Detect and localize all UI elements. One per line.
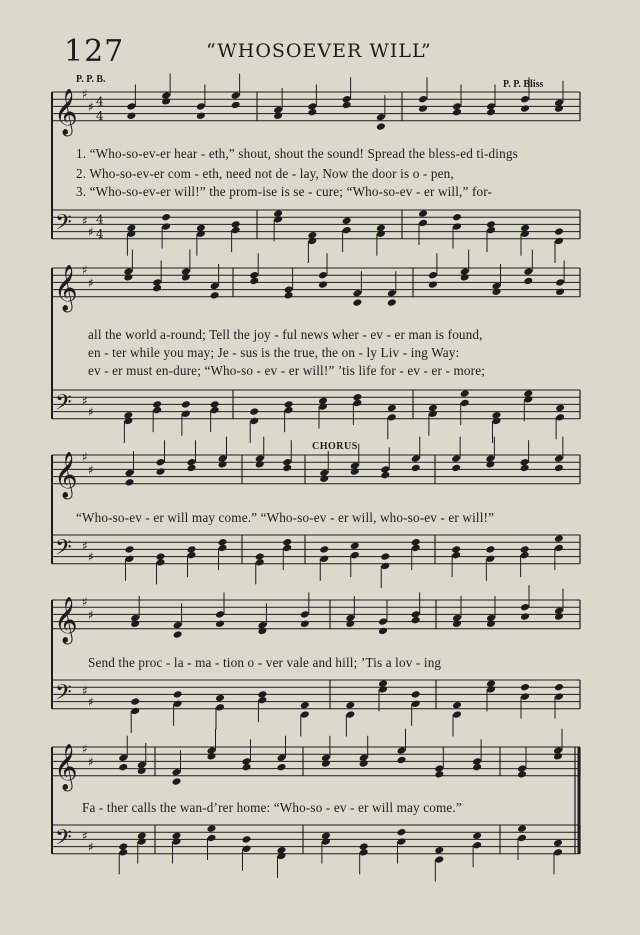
system-5-bass-notehead (242, 845, 252, 854)
system-4-bass-notehead (257, 696, 267, 705)
system-1-treble-notehead (376, 122, 386, 131)
system-4-bass-notehead (215, 694, 225, 703)
system-1-treble-staff-time-sig: 4 (96, 108, 104, 123)
chorus-line-2: Send the proc - la - ma - tion o - ver vale and hill; ’Tis a lov - ing (88, 655, 442, 670)
system-3-bass-notehead (156, 558, 166, 567)
verse-1-line-1: 1. “Who-so-ev-er hear - eth,” shout, shout the sound! Spread the bless-ed ti-dings (76, 146, 518, 161)
system-1-bass-notehead (452, 213, 462, 222)
system-4-treble-notehead (378, 627, 388, 636)
system-1-treble-staff-time-sig: 4 (96, 94, 104, 109)
system-4-treble-notehead (520, 612, 530, 621)
system-2-treble-notehead (352, 289, 362, 298)
system-3-treble-notehead (282, 464, 292, 473)
system-3-bass-notehead (520, 551, 530, 560)
system-3-bass-notehead (350, 542, 360, 551)
system-4-treble-notehead (378, 617, 388, 626)
system-5-bass-staff-bass-clef-icon: 𝄢 (55, 825, 72, 856)
system-2-treble-staff-sharp-icon: ♯ (88, 275, 94, 290)
system-5-treble-notehead (207, 752, 217, 761)
system-4-treble-notehead (345, 620, 355, 629)
system-4-bass-notehead (130, 697, 140, 706)
system-5-bass-notehead (553, 848, 563, 857)
system-4-bass-notehead (411, 700, 421, 709)
system-5-bass-notehead (118, 848, 128, 857)
composer-credit: P. P. Bliss (503, 79, 544, 90)
system-4-treble-notehead (486, 620, 496, 629)
system-1-bass-notehead (554, 237, 564, 246)
system-5-bass-notehead (242, 835, 252, 844)
system-2-treble-notehead (210, 282, 220, 291)
system-4-treble-notehead (411, 616, 421, 625)
system-2-treble-notehead (318, 280, 328, 289)
system-3-bass-notehead (411, 544, 421, 553)
system-4-treble-notehead (452, 620, 462, 629)
system-1-treble-notehead (554, 104, 564, 113)
system-1-treble-notehead (273, 112, 283, 121)
system-5-bass-notehead (207, 824, 217, 833)
system-1-bass-staff-sharp-icon: ♯ (88, 225, 94, 239)
system-1-treble-notehead (342, 101, 352, 110)
system-2-treble-notehead (492, 288, 502, 297)
system-4-treble-notehead (173, 630, 183, 639)
system-4-bass-notehead (173, 690, 183, 699)
system-5-bass-notehead (472, 832, 482, 841)
system-1-bass-staff-time-sig: 4 (96, 226, 104, 241)
system-3-bass-notehead (554, 534, 564, 543)
system-4-bass-notehead (173, 700, 183, 709)
system-1-bass-staff-bass-clef-icon: 𝄢 (55, 210, 72, 241)
system-2-treble-notehead (428, 280, 438, 289)
system-1-treble-notehead (126, 102, 136, 111)
system-2-bass-notehead (460, 389, 470, 398)
system-1-bass-notehead (273, 215, 283, 224)
system-5-treble-notehead (242, 763, 252, 772)
system-1-treble-notehead (520, 95, 530, 104)
system-3-bass-notehead (319, 545, 329, 554)
lyricist-credit: P. P. B. (76, 74, 106, 85)
system-4-bass-notehead (215, 703, 225, 712)
system-2-treble-notehead (249, 277, 259, 286)
system-3-bass-notehead (282, 544, 292, 553)
system-1-bass-notehead (520, 230, 530, 239)
system-3-treble-notehead (156, 458, 166, 467)
system-4-treble-notehead (215, 610, 225, 619)
system-1-bass-notehead (376, 230, 386, 239)
system-4-bass-notehead (300, 701, 310, 710)
system-3-treble-notehead (411, 464, 421, 473)
system-2-bass-notehead (460, 399, 470, 408)
system-2-bass-notehead (492, 417, 502, 426)
verse-1-line-2: all the world a-round; Tell the joy - ful news wher - ev - er man is found, (88, 327, 483, 342)
system-2-bass-notehead (152, 406, 162, 415)
system-2-bass-notehead (284, 406, 294, 415)
system-3-treble-notehead (451, 454, 461, 463)
system-2-bass-notehead (428, 410, 438, 419)
system-3-bass-notehead (451, 551, 461, 560)
system-2-bass-staff-sharp-icon: ♯ (82, 394, 88, 409)
system-4-treble-staff-sharp-icon: ♯ (82, 595, 88, 609)
system-5-treble-notehead (118, 754, 128, 763)
system-2-treble-notehead (555, 288, 565, 297)
system-3-bass-notehead (380, 562, 390, 571)
system-1-treble-notehead (376, 113, 386, 122)
system-4-bass-staff-sharp-icon: ♯ (82, 684, 88, 699)
system-2-bass-notehead (123, 417, 133, 426)
system-5-treble-notehead (472, 763, 482, 772)
system-4-treble-notehead (554, 612, 564, 621)
system-3-bass-staff-bass-clef-icon: 𝄢 (55, 535, 72, 566)
system-4-bass-notehead (520, 692, 530, 701)
system-3-treble-notehead (156, 467, 166, 476)
system-2-bass-notehead (555, 404, 565, 413)
system-3-bass-notehead (485, 555, 495, 564)
hymn-title: “WHOSOEVER WILL” (206, 40, 432, 62)
system-4-treble-staff-sharp-icon: ♯ (88, 607, 94, 622)
system-4-treble-notehead (300, 610, 310, 619)
system-2-treble-notehead (123, 273, 133, 282)
system-1-bass-notehead (126, 230, 136, 239)
system-4-bass-notehead (554, 683, 564, 692)
system-3-bass-notehead (554, 544, 564, 553)
system-2-treble-notehead (428, 271, 438, 280)
system-3-treble-notehead (255, 460, 265, 469)
system-3-treble-notehead (554, 464, 564, 473)
system-2-bass-staff-bass-clef-icon: 𝄢 (55, 390, 72, 421)
system-4-bass-notehead (378, 685, 388, 694)
verse-3-line-2: ev - er must en-dure; “Who-so - ev - er will!” ’tis life for - ev - er - more; (88, 363, 486, 378)
system-2-treble-notehead (318, 271, 328, 280)
system-4-treble-notehead (300, 620, 310, 629)
system-5-bass-notehead (434, 855, 444, 864)
system-4-bass-notehead (452, 701, 462, 710)
system-3-treble-notehead (125, 469, 135, 478)
system-5-bass-notehead (517, 824, 527, 833)
system-3-treble-notehead (218, 460, 228, 469)
system-3-bass-notehead (319, 555, 329, 564)
system-3-bass-notehead (255, 558, 265, 567)
system-1-bass-notehead (161, 213, 171, 222)
system-3-treble-notehead (520, 464, 530, 473)
system-5-bass-notehead (397, 837, 407, 846)
system-5-treble-staff-sharp-icon: ♯ (82, 742, 88, 756)
system-2-treble-notehead (352, 298, 362, 307)
system-1-treble-staff-sharp-icon: ♯ (82, 87, 88, 101)
system-2-treble-notehead (387, 289, 397, 298)
system-1-treble-notehead (161, 97, 171, 106)
system-1-treble-notehead (231, 91, 241, 100)
system-3-treble-notehead (187, 464, 197, 473)
system-4-bass-notehead (520, 683, 530, 692)
system-1-treble-notehead (307, 108, 317, 117)
system-3-treble-staff-treble-clef-icon: 𝄞 (54, 451, 78, 498)
system-5-bass-notehead (472, 841, 482, 850)
system-2-bass-notehead (181, 400, 191, 409)
system-4-treble-notehead (173, 621, 183, 630)
system-5-treble-staff-treble-clef-icon: 𝄞 (54, 743, 78, 790)
system-1-bass-notehead (452, 222, 462, 231)
system-4-bass-notehead (345, 710, 355, 719)
system-1-bass-notehead (196, 230, 206, 239)
system-3-treble-notehead (380, 471, 390, 480)
system-3-treble-notehead (451, 464, 461, 473)
system-5-treble-notehead (553, 752, 563, 761)
system-5-bass-notehead (397, 828, 407, 837)
system-1-treble-notehead (196, 112, 206, 121)
system-1-bass-notehead (342, 226, 352, 235)
chorus-line-3: Fa - ther calls the wan-d’rer home: “Who-so - ev - er will may come.” (82, 800, 462, 815)
system-2-bass-notehead (249, 417, 259, 426)
system-5-treble-notehead (321, 759, 331, 768)
system-2-bass-notehead (523, 395, 533, 404)
system-2-treble-notehead (210, 291, 220, 300)
system-2-treble-notehead (152, 284, 162, 293)
system-5-treble-notehead (434, 770, 444, 779)
system-3-bass-notehead (380, 552, 390, 561)
system-1-bass-notehead (486, 226, 496, 235)
system-1-treble-staff-treble-clef-icon: 𝄞 (54, 88, 78, 135)
system-3-treble-staff-sharp-icon: ♯ (88, 462, 94, 477)
system-4-bass-notehead (300, 710, 310, 719)
system-2-bass-notehead (181, 410, 191, 419)
system-1-treble-notehead (520, 104, 530, 113)
system-3-treble-notehead (350, 467, 360, 476)
system-2-treble-notehead (460, 273, 470, 282)
system-5-treble-staff-sharp-icon: ♯ (88, 754, 94, 769)
chorus-line-1: “Who-so-ev - er will may come.” “Who-so-ev - er will, who-so-ev - er will!” (76, 510, 495, 525)
system-2-bass-notehead (352, 399, 362, 408)
system-5-bass-staff-sharp-icon: ♯ (88, 840, 94, 854)
system-2-treble-notehead (181, 273, 191, 282)
system-1-bass-notehead (342, 217, 352, 226)
system-1-treble-notehead (126, 112, 136, 121)
system-2-treble-notehead (523, 267, 533, 276)
system-4-treble-notehead (215, 620, 225, 629)
system-4-bass-notehead (486, 685, 496, 694)
system-1-treble-notehead (486, 108, 496, 117)
system-1-bass-notehead (161, 222, 171, 231)
system-5-bass-notehead (359, 848, 369, 857)
system-1-treble-notehead (452, 108, 462, 117)
system-5-bass-notehead (137, 837, 147, 846)
system-5-treble-notehead (172, 768, 182, 777)
system-5-bass-notehead (277, 852, 287, 861)
system-4-bass-notehead (130, 707, 140, 716)
system-5-bass-notehead (207, 834, 217, 843)
system-5-treble-notehead (277, 763, 287, 772)
system-3-bass-notehead (125, 555, 135, 564)
system-2-treble-notehead (284, 291, 294, 300)
system-5-bass-notehead (321, 837, 331, 846)
system-5-bass-notehead (517, 834, 527, 843)
system-3-treble-staff-sharp-icon: ♯ (82, 450, 88, 464)
verse-3-line-1: 3. “Who-so-ev-er will!” the prom-ise is se - cure; “Who-so-ev - er will,” for- (76, 184, 493, 199)
system-3-treble-notehead (554, 454, 564, 463)
system-1-treble-notehead (231, 101, 241, 110)
system-1-bass-staff-time-sig: 4 (96, 212, 104, 227)
system-4-bass-notehead (345, 701, 355, 710)
system-2-treble-notehead (523, 277, 533, 286)
system-3-bass-notehead (350, 551, 360, 560)
system-3-treble-notehead (485, 460, 495, 469)
system-2-treble-notehead (555, 278, 565, 287)
verse-2-line-2: en - ter while you may; Je - sus is the true, the on - ly Liv - ing Way: (88, 345, 460, 360)
system-3-treble-notehead (125, 478, 135, 487)
system-2-bass-notehead (387, 404, 397, 413)
system-2-treble-staff-treble-clef-icon: 𝄞 (54, 264, 78, 311)
system-4-treble-notehead (130, 620, 140, 629)
system-4-bass-staff-bass-clef-icon: 𝄢 (55, 680, 72, 711)
system-2-bass-notehead (249, 407, 259, 416)
system-3-bass-notehead (218, 544, 228, 553)
system-3-bass-notehead (125, 545, 135, 554)
system-2-treble-notehead (387, 298, 397, 307)
system-1-bass-notehead (554, 227, 564, 236)
system-5-bass-notehead (434, 846, 444, 855)
verse-2-line-1: 2. Who-so-ev-er com - eth, need not de - lay, Now the door is o - pen, (76, 166, 454, 181)
system-2-bass-notehead (318, 402, 328, 411)
system-2-bass-staff-sharp-icon: ♯ (88, 405, 94, 419)
system-1-treble-notehead (418, 104, 428, 113)
system-5-bass-staff-sharp-icon: ♯ (82, 829, 88, 844)
system-5-bass-notehead (172, 837, 182, 846)
system-4-bass-notehead (411, 690, 421, 699)
system-5-treble-notehead (517, 770, 527, 779)
system-3-bass-staff-sharp-icon: ♯ (88, 550, 94, 564)
system-5-treble-notehead (172, 777, 182, 786)
system-2-treble-staff-sharp-icon: ♯ (82, 263, 88, 277)
system-4-bass-notehead (452, 710, 462, 719)
system-1-bass-notehead (418, 209, 428, 218)
system-5-treble-notehead (118, 763, 128, 772)
system-3-bass-notehead (187, 551, 197, 560)
system-5-treble-notehead (397, 746, 407, 755)
hymn-number: 127 (64, 34, 125, 69)
system-3-treble-notehead (411, 454, 421, 463)
system-4-bass-staff-sharp-icon: ♯ (88, 695, 94, 709)
system-2-bass-notehead (555, 413, 565, 422)
system-5-treble-notehead (137, 767, 147, 776)
system-1-bass-staff-sharp-icon: ♯ (82, 214, 88, 229)
system-5-treble-notehead (277, 754, 287, 763)
system-4-treble-notehead (520, 603, 530, 612)
system-3-bass-notehead (485, 545, 495, 554)
system-4-treble-notehead (257, 627, 267, 636)
system-1-bass-notehead (231, 226, 241, 235)
system-1-treble-notehead (418, 95, 428, 104)
system-5-bass-notehead (553, 839, 563, 848)
system-1-treble-notehead (196, 102, 206, 111)
system-1-bass-notehead (307, 237, 317, 246)
system-3-treble-notehead (319, 475, 329, 484)
system-1-bass-notehead (418, 219, 428, 228)
system-4-bass-notehead (554, 692, 564, 701)
chorus-label: CHORUS (312, 441, 358, 452)
system-3-bass-staff-sharp-icon: ♯ (82, 539, 88, 554)
system-4-treble-staff-treble-clef-icon: 𝄞 (54, 596, 78, 643)
system-2-bass-notehead (210, 406, 220, 415)
system-1-treble-staff-sharp-icon: ♯ (88, 99, 94, 114)
system-5-treble-notehead (359, 759, 369, 768)
system-5-treble-notehead (397, 756, 407, 765)
system-2-bass-notehead (387, 413, 397, 422)
